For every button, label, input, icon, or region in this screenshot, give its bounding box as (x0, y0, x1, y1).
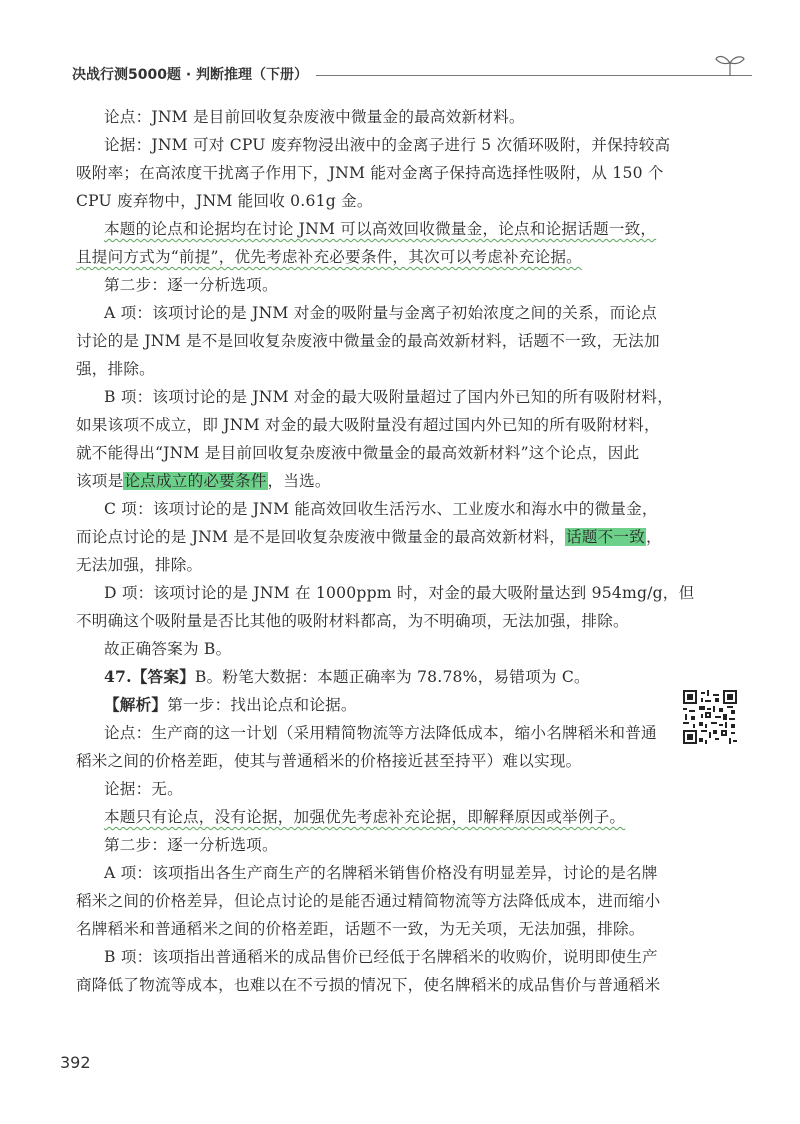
text-line: 如果该项不成立，即 JNM 对金的最大吸附量没有超过国内外已知的所有吸附材料， (76, 416, 660, 434)
text-line: 论点：JNM 是目前回收复杂废液中微量金的最高效新材料。 (104, 108, 525, 126)
annotated-line (76, 243, 652, 271)
text-line: 就不能得出“JNM 是目前回收复杂废液中微量金的最高效新材料”这个论点，因此 (76, 444, 640, 462)
text-line: 稻米之间的价格差距，使其与普通稻米的价格接近甚至持平）难以实现。 (76, 752, 582, 770)
text-line: 该项是论点成立的必要条件，当选。 (76, 472, 331, 490)
answer-label: 47.【答案】 (104, 667, 195, 686)
text-line: 吸附率；在高浓度干扰离子作用下，JNM 能对金离子保持高选择性吸附，从 150 个 (76, 164, 664, 182)
running-header (72, 63, 752, 85)
annotated-line (76, 215, 657, 243)
text-line: A 项：该项指出各生产商生产的名牌稻米销售价格没有明显差异，讨论的是名牌 (104, 864, 658, 882)
wavy-annotation: 本题的论点和论据均在讨论 JNM 可以高效回收微量金，论点和论据话题一致， (104, 220, 657, 238)
answer-line: 47.【答案】B。粉笔大数据：本题正确率为 78.78%，易错项为 C。 (104, 667, 590, 686)
green-highlight: 论点成立的必要条件 (124, 472, 267, 490)
text-line: C 项：该项讨论的是 JNM 能高效回收生活污水、工业废水和海水中的微量金， (104, 500, 658, 518)
text-line: D 项：该项讨论的是 JNM 在 1000ppm 时，对金的最大吸附量达到 954mg/g，但 (104, 584, 695, 602)
text-line: 商降低了物流等成本，也难以在不亏损的情况下，使名牌稻米的成品售价与普通稻米 (76, 976, 661, 994)
annotated-line (76, 803, 652, 831)
text-line: 而论点讨论的是 JNM 是不是回收复杂废液中微量金的最高效新材料，话题不一致， (76, 528, 662, 546)
book-title: 决战行测5000题 · 判断推理（下册） (72, 67, 309, 83)
text-line: 第二步：逐一分析选项。 (104, 276, 278, 294)
text-line: 论据：JNM 可对 CPU 废弃物浸出液中的金离子进行 5 次循环吸附，并保持较高 (104, 136, 671, 154)
analysis-label: 【解析】 (104, 695, 168, 714)
text-line: 名牌稻米和普通稻米之间的价格差距，话题不一致，为无关项，无法加强，排除。 (76, 920, 645, 938)
text-line: A 项：该项讨论的是 JNM 对金的吸附量与金离子初始浓度之间的关系，而论点 (104, 304, 658, 322)
text-line: 论据：无。 (104, 780, 183, 798)
text-line: 论点：生产商的这一计划（采用精简物流等方法降低成本，缩小名牌稻米和普通 (104, 724, 657, 742)
sprout-icon (714, 50, 746, 78)
wavy-annotation: 且提问方式为“前提”，优先考虑补充必要条件，其次可以考虑补充论据。 (76, 248, 582, 266)
page-body (76, 103, 695, 999)
text-line: 不明确这个吸附量是否比其他的吸附材料都高，为不明确项，无法加强，排除。 (76, 612, 629, 630)
page-number: 392 (60, 1053, 91, 1072)
text-line: 第二步：逐一分析选项。 (104, 836, 278, 854)
text-line: 讨论的是 JNM 是不是回收复杂废液中微量金的最高效新材料，话题不一致，无法加 (76, 332, 660, 350)
green-highlight: 话题不一致 (566, 528, 645, 546)
text-line: 故正确答案为 B。 (104, 640, 232, 658)
text-line: 无法加强，排除。 (76, 556, 203, 574)
text-line: B 项：该项讨论的是 JNM 对金的最大吸附量超过了国内外已知的所有吸附材料， (104, 388, 673, 406)
text-line: 稻米之间的价格差异，但论点讨论的是能否通过精简物流等方法降低成本，进而缩小 (76, 892, 661, 910)
analysis-line: 【解析】第一步：找出论点和论据。 (104, 695, 357, 714)
text-line: B 项：该项指出普通稻米的成品售价已经低于名牌稻米的收购价，说明即使生产 (104, 948, 658, 966)
text-line: CPU 废弃物中，JNM 能回收 0.61g 金。 (76, 192, 373, 210)
qr-code-icon[interactable] (683, 690, 737, 744)
wavy-annotation: 本题只有论点，没有论据，加强优先考虑补充论据，即解释原因或举例子。 (104, 808, 626, 826)
text-line: 强，排除。 (76, 360, 155, 378)
header-rule (316, 75, 752, 76)
